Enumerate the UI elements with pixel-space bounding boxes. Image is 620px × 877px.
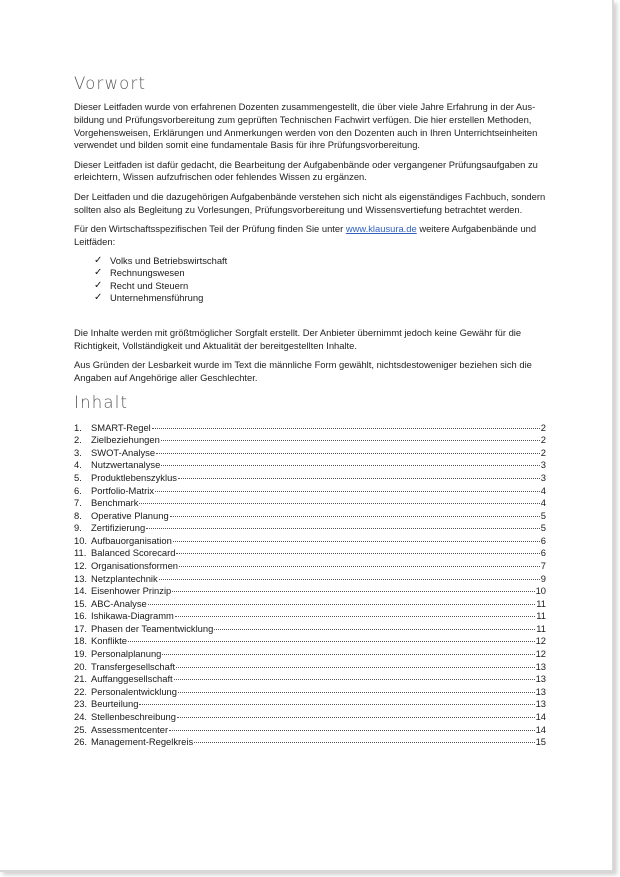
toc-entry[interactable] [74,485,546,498]
toc-entry-title: Ishikawa-Diagramm [91,610,174,622]
toc-entry-title: Stellenbeschreibung [91,710,176,722]
link-paragraph-after: weitere Aufgabenbände und Leitfäden: [74,222,537,247]
toc-entry[interactable] [74,447,546,460]
toc-dot-leader [176,552,539,554]
checklist-item [94,292,546,305]
toc-entry-page: 6 [540,547,546,559]
toc-entry-title: Phasen der Teamentwicklung [91,622,214,634]
toc-entry-number: 17. [74,622,88,634]
toc-entry-number: 25. [74,723,88,735]
toc-entry-title: Produktlebenszyklus [91,471,177,483]
toc-entry-title: Operative Planung [91,509,169,521]
toc-dot-leader [159,578,540,580]
toc-dot-leader [174,678,535,680]
checklist-item-label: Rechnungswesen [110,267,185,279]
checklist-item-label: Recht und Steuern [110,279,189,291]
checkmark-icon: ✓ [94,292,103,304]
toc-dot-leader [173,540,540,542]
toc-dot-leader [177,716,535,718]
toc-entry-title: SMART-Regel [91,421,151,433]
toc-entry-number: 18. [74,635,88,647]
toc-entry-title: Benchmark [91,497,139,509]
vorwort-paragraph-2: Dieser Leitfaden ist dafür gedacht, die Bearbeitung der Aufgabenbände oder vergangener Prüfungsaufgaben zu erleichtern, Wissen aufzufrischen oder fehlendes Wissen zu ergänzen. [74,158,538,183]
toc-entry-title: Zielbeziehungen [91,434,160,446]
toc-entry-number: 26. [74,736,88,748]
gender-note-paragraph: Aus Gründen der Lesbarkeit wurde im Text die männliche Form gewählt, nichtsdestoweniger beziehen sich die Angaben auf Angehörige aller Geschlechter. [74,359,532,383]
vorwort-paragraph-3: Der Leitfaden und die dazugehörigen Aufgabenbände verstehen sich nicht als eigenständiges Fachbuch, sondern sollten also als Begleitung zu Vorlesungen, Prüfungsvorbereitung und Wissensvertiefung betrachtet werden. [74,190,546,215]
toc-dot-leader [178,477,540,479]
toc-entry-title: Zertifizierung [91,522,146,534]
vorwort-heading: Vorwort [74,74,147,93]
toc-entry-number: 15. [74,597,88,609]
toc-entry-number: 3. [74,446,82,458]
toc-entry-number: 4. [74,459,82,471]
toc-entry[interactable] [74,522,546,535]
checkmark-icon: ✓ [94,267,103,279]
toc-entry-number: 8. [74,509,82,521]
toc-entry-page: 12 [535,648,546,660]
toc-dot-leader [161,439,540,441]
toc-entry-number: 14. [74,585,88,597]
table-of-contents [74,422,546,749]
toc-dot-leader [162,653,534,655]
toc-entry-number: 12. [74,560,88,572]
toc-entry-page: 5 [540,522,546,534]
toc-entry[interactable] [74,648,546,661]
toc-entry-title: SWOT-Analyse [91,446,156,458]
toc-entry-title: Portfolio-Matrix [91,484,155,496]
toc-entry-title: Personalentwicklung [91,685,177,697]
toc-entry-page: 15 [535,736,546,748]
toc-dot-leader [156,452,540,454]
toc-entry-page: 13 [535,685,546,697]
toc-dot-leader [169,729,534,731]
toc-entry[interactable] [74,635,546,648]
toc-entry[interactable] [74,573,546,586]
toc-entry[interactable] [74,736,546,749]
toc-entry-page: 13 [535,673,546,685]
vorwort-link-paragraph [74,223,546,249]
toc-entry[interactable] [74,711,546,724]
toc-entry-number: 5. [74,471,82,483]
toc-dot-leader [139,502,539,504]
toc-entry[interactable] [74,598,546,611]
checklist-item [94,267,546,280]
toc-entry-number: 19. [74,648,88,660]
toc-dot-leader [170,515,540,517]
vorwort-paragraph-1: Dieser Leitfaden wurde von erfahrenen Dozenten zusammengestellt, die über viele Jahre Erfahrung in der Aus-bildung und Prüfungsvorbereitung zum geprüften Technischen Fachwirt verfügen. Die hier erstellen Methoden, Vorgehensweisen, Erklärungen und Anmerkungen werden von den Dozenten auch in Ihren Unterrichtseinheiten verwendet und bilden somit eine fundamentale Basis für ihre Prüfungsvorbereitung. [74,101,538,151]
toc-entry-title: Balanced Scorecard [91,547,176,559]
toc-entry[interactable] [74,547,546,560]
toc-entry-page: 13 [535,660,546,672]
toc-entry-page: 3 [540,471,546,483]
toc-entry[interactable] [74,560,546,573]
toc-entry-title: Management-Regelkreis [91,736,194,748]
toc-entry-page: 9 [540,572,546,584]
toc-entry-number: 22. [74,685,88,697]
checklist-item-label: Volks und Betriebswirtschaft [110,254,228,266]
toc-entry[interactable] [74,434,546,447]
toc-entry-page: 2 [540,434,546,446]
toc-entry-title: Aufbauorganisation [91,534,172,546]
checklist-item [94,255,546,268]
toc-dot-leader [146,527,540,529]
toc-dot-leader [176,666,534,668]
toc-entry-page: 6 [540,534,546,546]
toc-entry[interactable] [74,724,546,737]
toc-entry-page: 2 [540,421,546,433]
toc-entry[interactable] [74,459,546,472]
toc-entry-page: 11 [536,597,546,609]
toc-entry[interactable] [74,686,546,699]
toc-dot-leader [175,615,535,617]
toc-dot-leader [172,590,534,592]
toc-entry-number: 21. [74,673,88,685]
toc-entry-number: 10. [74,534,88,546]
toc-entry[interactable] [74,510,546,523]
link-paragraph-before: Für den Wirtschaftsspezifischen Teil der Prüfung finden Sie unter [74,222,346,234]
toc-entry-number: 6. [74,484,82,496]
toc-entry-number: 1. [74,421,82,433]
toc-entry-title: Organisationsformen [91,560,179,572]
toc-entry-title: Nutzwertanalyse [91,459,161,471]
toc-entry-number: 24. [74,710,88,722]
toc-dot-leader [139,703,534,705]
toc-dot-leader [179,565,540,567]
checkmark-icon: ✓ [94,279,103,291]
toc-entry-number: 9. [74,522,82,534]
toc-dot-leader [155,490,540,492]
toc-entry-title: Eisenhower Prinzip [91,585,172,597]
toc-entry-number: 2. [74,434,82,446]
toc-dot-leader [128,640,535,642]
toc-entry-page: 5 [540,509,546,521]
toc-entry-page: 4 [540,497,546,509]
toc-dot-leader [161,464,539,466]
toc-entry-title: ABC-Analyse [91,597,147,609]
checkmark-icon: ✓ [94,254,103,266]
toc-dot-leader [194,741,534,743]
checklist-item [94,280,546,293]
toc-entry-number: 11. [74,547,87,559]
toc-entry-number: 20. [74,660,88,672]
toc-entry-page: 2 [540,446,546,458]
toc-dot-leader [178,691,535,693]
toc-entry[interactable] [74,661,546,674]
toc-entry-page: 11 [536,610,546,622]
toc-entry-number: 13. [74,572,88,584]
toc-entry-title: Auffanggesellschaft [91,673,173,685]
toc-entry[interactable] [74,472,546,485]
toc-entry-page: 14 [535,723,546,735]
toc-entry-title: Beurteilung [91,698,139,710]
toc-entry[interactable] [74,610,546,623]
toc-dot-leader [214,628,535,630]
toc-entry[interactable] [74,497,546,510]
toc-entry[interactable] [74,623,546,636]
toc-entry-page: 12 [535,635,546,647]
toc-entry[interactable] [74,535,546,548]
toc-entry-number: 7. [74,497,82,509]
page-content [74,74,546,749]
toc-entry-title: Konflikte [91,635,127,647]
toc-entry-title: Transfergesellschaft [91,660,176,672]
subject-checklist [94,255,546,305]
toc-entry-title: Personalplanung [91,648,162,660]
toc-entry-page: 10 [535,585,546,597]
klausura-link[interactable]: www.klausura.de [345,222,417,234]
toc-entry-page: 11 [536,622,546,634]
toc-entry[interactable] [74,422,546,435]
toc-entry[interactable] [74,698,546,711]
toc-entry-page: 4 [540,484,546,496]
toc-entry-page: 14 [535,710,546,722]
toc-entry-page: 7 [540,560,546,572]
toc-entry-number: 23. [74,698,88,710]
toc-entry-page: 3 [540,459,546,471]
disclaimer-paragraph: Die Inhalte werden mit größtmöglicher Sorgfalt erstellt. Der Anbieter übernimmt jedoch keine Gewähr für die Richtigkeit, Vollständigkeit und Aktualität der bereitgestellten Inhalte. [74,326,522,351]
toc-dot-leader [148,603,536,605]
checklist-item-label: Unternehmensführung [110,292,204,304]
toc-dot-leader [152,427,540,429]
toc-entry-title: Netzplantechnik [91,572,158,584]
toc-entry[interactable] [74,585,546,598]
toc-entry-title: Assessmentcenter [91,723,169,735]
toc-entry[interactable] [74,673,546,686]
inhalt-heading: Inhalt [74,392,129,412]
toc-entry-page: 13 [535,698,546,710]
toc-entry-number: 16. [74,610,88,622]
